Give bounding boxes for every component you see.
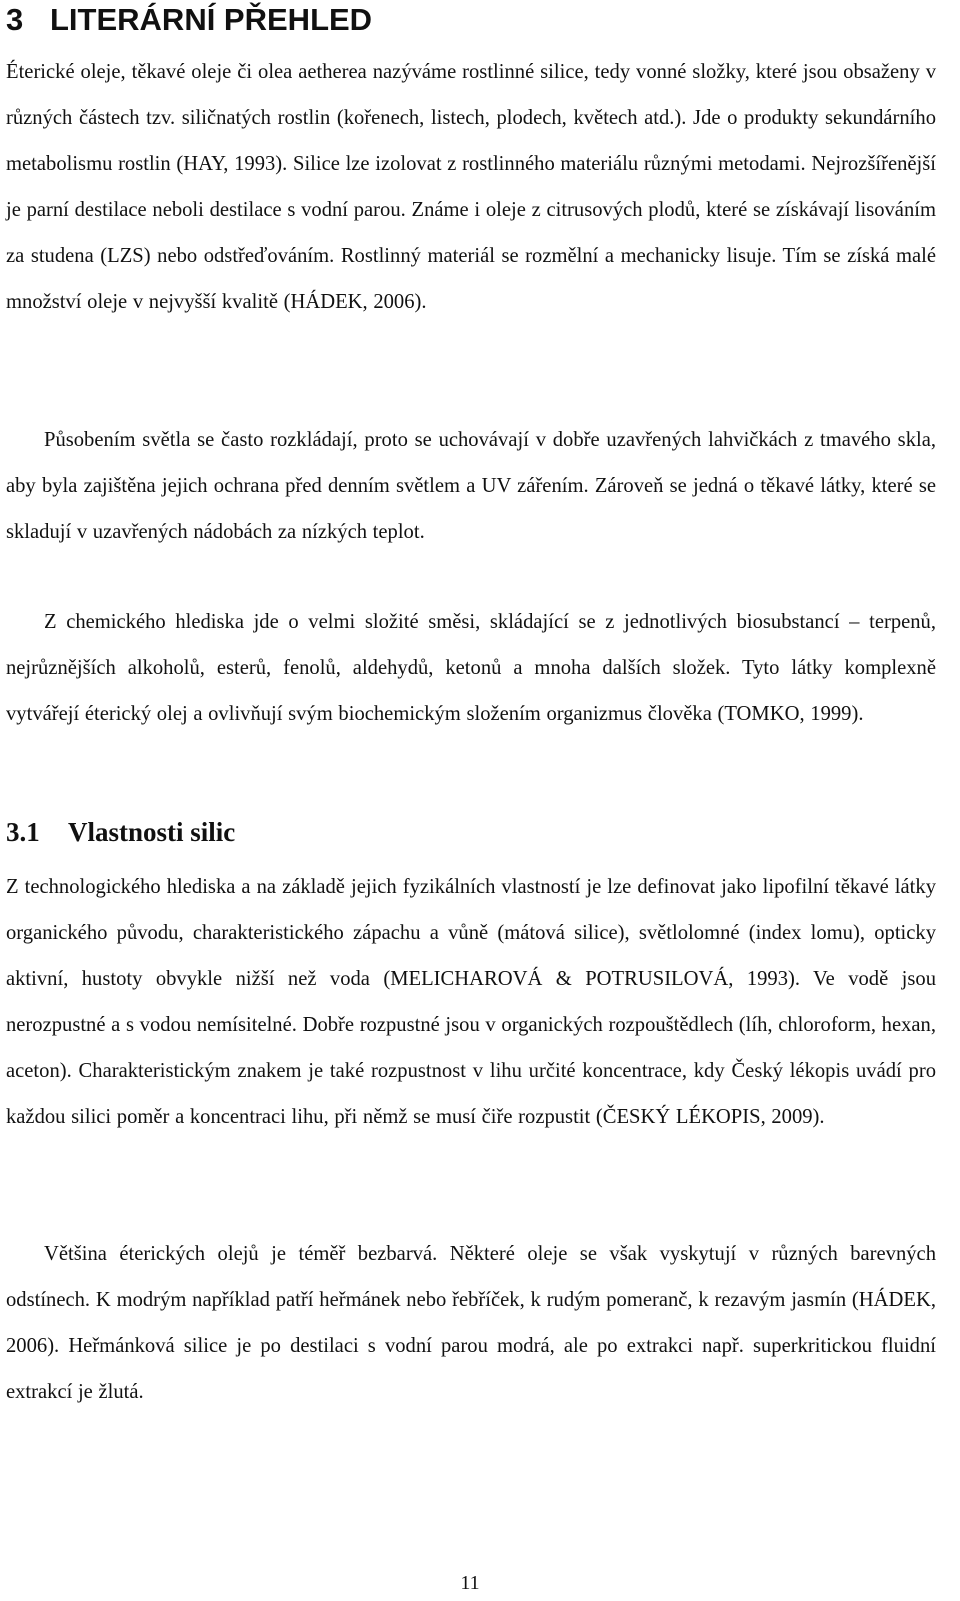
paragraph-section-1: Z technologického hlediska a na základě jejich fyzikálních vlastností je lze definovat jako lipofilní těkavé látky organického původu, charakteristického zápachu a vůně (mátová silice), světlolomné (index lomu), opticky aktivní, hustoty obvykle nižší než voda (MELICHAROVÁ & POTRUSILOVÁ, 1993). Ve vodě jsou nerozpustné a s vodou nemísitelné. Dobře rozpustné jsou v organických rozpouštědlech (líh, chloroform, hexan, aceton). Charakteristickým znakem je také rozpustnost v lihu určité koncentrace, kdy Český lékopis uvádí pro každou silici poměr a koncentraci lihu, při němž se musí čiře rozpustit (ČESKÝ LÉKOPIS, 2009). [6, 876, 936, 1128]
section-title: Vlastnosti silic [68, 817, 236, 847]
chapter-heading [6, 0, 946, 40]
section-heading [6, 812, 946, 852]
paragraph-section-2: Většina éterických olejů je téměř bezbarvá. Některé oleje se však vyskytují v různých barevných odstínech. K modrým například patří heřmánek nebo řebříček, k rudým pomeranč, k rezavým jasmín (HÁDEK, 2006). Heřmánková silice je po destilaci s vodní parou modrá, ale po extrakci např. superkritickou fluidní extrakcí je žlutá. [6, 1243, 936, 1403]
paragraph-intro-2: Působením světla se často rozkládají, proto se uchovávají v dobře uzavřených lahvičkách z tmavého skla, aby byla zajištěna jejich ochrana před denním světlem a UV zářením. Zároveň se jedná o těkavé látky, které se skladují v uzavřených nádobách za nízkých teplot. [6, 429, 936, 543]
section-number: 3.1 [6, 817, 40, 847]
chapter-number: 3 [6, 2, 24, 37]
chapter-title: LITERÁRNÍ PŘEHLED [50, 2, 373, 37]
page-number: 11 [460, 1572, 480, 1594]
paragraph-intro-1: Éterické oleje, těkavé oleje či olea aetherea nazýváme rostlinné silice, tedy vonné složky, které jsou obsaženy v různých částech tzv. siličnatých rostlin (kořenech, listech, plodech, květech atd.). Jde o produkty sekundárního metabolismu rostlin (HAY, 1993). Silice lze izolovat z rostlinného materiálu různými metodami. Nejrozšířenější je parní destilace neboli destilace s vodní parou. Známe i oleje z citrusových plodů, které se získávají lisováním za studena (LZS) nebo odstřeďováním. Rostlinný materiál se rozmělní a mechanicky lisuje. Tím se získá malé množství oleje v nejvyšší kvalitě (HÁDEK, 2006). [6, 61, 936, 313]
paragraph-intro-3: Z chemického hlediska jde o velmi složité směsi, skládající se z jednotlivých biosubstancí – terpenů, nejrůznějších alkoholů, esterů, fenolů, aldehydů, ketonů a mnoha dalších složek. Tyto látky komplexně vytvářejí éterický olej a ovlivňují svým biochemickým složením organizmus člověka (TOMKO, 1999). [6, 611, 936, 725]
